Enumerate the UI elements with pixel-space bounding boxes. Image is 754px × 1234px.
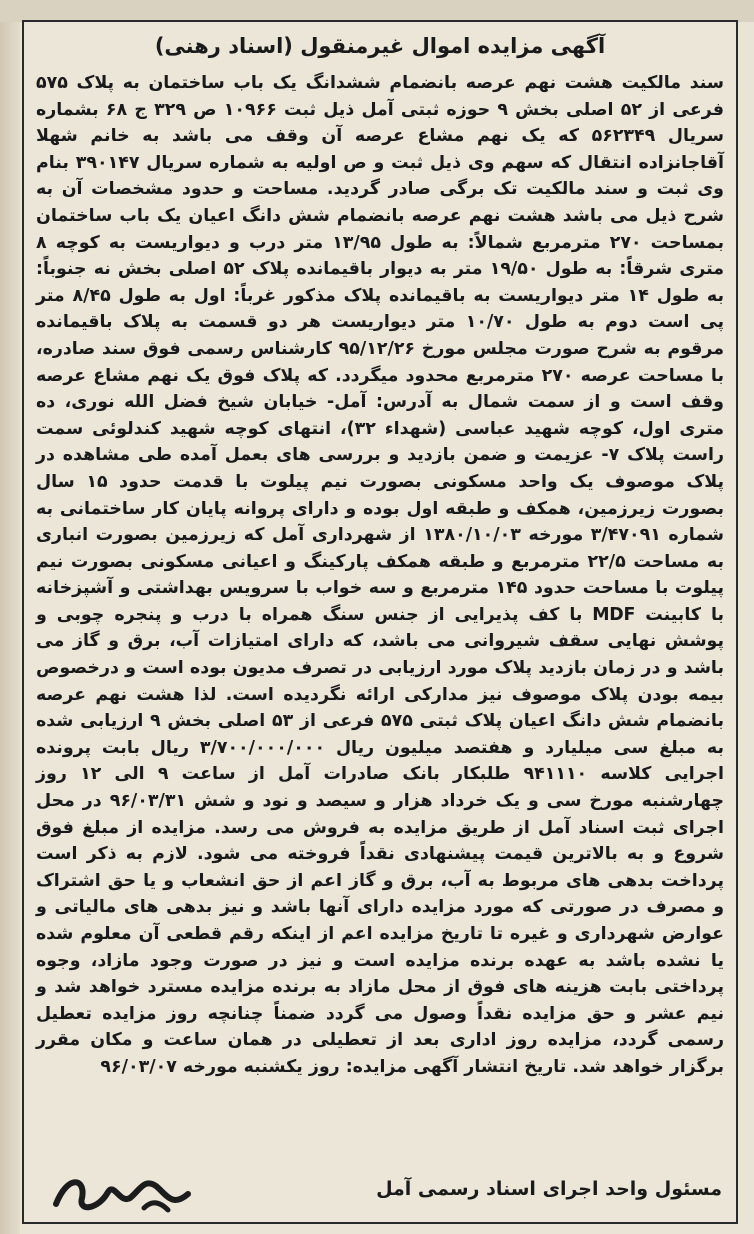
scan-left-edge bbox=[0, 0, 20, 1234]
scan-top-strip bbox=[0, 0, 754, 22]
notice-body: سند مالکیت هشت نهم عرصه بانضمام ششدانگ یک باب ساختمان به پلاک ۵۷۵ فرعی از ۵۲ اصلی بخش ۹ حوزه ثبتی آمل ذیل ثبت ۱۰۹۶۶ ص ۳۲۹ ج ۶۸ بشماره سریال ۵۶۲۳۴۹ که یک نهم مشاع عرصه آن وقف می باشد به خانم شهلا آقاجانزاده انتقال که سهم وی ذیل ثبت و ص اولیه به شماره سریال ۳۹۰۱۴۷ بنام وی ثبت و سند مالکیت تک برگی صادر گردید. مساحت و حدود مشخصات آن به شرح ذیل می باشد هشت نهم عرصه بانضمام شش دانگ اعیان یک باب ساختمان بمساحت ۲۷۰ مترمربع شمالاً: به طول ۱۳/۹۵ متر درب و دیواریست به کوچه ۸ متری شرقاً: به طول ۱۹/۵۰ متر به دیوار باقیمانده پلاک ۵۲ اصلی بخش نه جنوباً: به طول ۱۴ متر دیواریست به باقیمانده پلاک مذکور غرباً: اول به طول ۸/۴۵ متر پی است دوم به طول ۱۰/۷۰ متر دیواریست هر دو قسمت به پلاک باقیمانده مرقوم به شرح صورت مجلس مورخ ۹۵/۱۲/۲۶ کارشناس رسمی فوق سند صادره، با مساحت عرصه ۲۷۰ مترمربع محدود میگردد. که پلاک فوق یک نهم مشاع عرصه وقف است و از سمت شمال به آدرس: آمل- خیابان شیخ فضل الله نوری، ده متری اول، کوچه شهید عباسی (شهداء ۳۲)، انتهای کوچه شهید کندلوئی سمت راست پلاک ۷- عزیمت و ضمن بازدید و بررسی های بعمل آمده طی مشاهده در پلاک موصوف یک واحد مسکونی بصورت نیم پیلوت با قدمت حدود ۱۵ سال بصورت زیرزمین، همکف و طبقه اول بوده و دارای پروانه پایان کار ساختمانی به شماره ۳/۴۷۰۹۱ مورخه ۱۳۸۰/۱۰/۰۳ از شهرداری آمل که زیرزمین بصورت انباری به مساحت ۲۲/۵ مترمربع و طبقه همکف پارکینگ و اعیانی مسکونی بصورت نیم پیلوت با مساحت حدود ۱۴۵ مترمربع و سه خواب با سرویس بهداشتی و آشپزخانه با کابینت MDF با کف پذیرایی از جنس سنگ همراه با درب و پنجره چوبی و پوشش نهایی سقف شیروانی می باشد، که دارای امتیازات آب، برق و گاز می باشد و در زمان بازدید پلاک مورد ارزیابی در تصرف مدیون بوده است و درخصوص بیمه بودن پلاک موصوف نیز مدارکی ارائه نگردیده است. لذا هشت نهم عرصه بانضمام شش دانگ اعیان پلاک ثبتی ۵۷۵ فرعی از ۵۳ اصلی بخش ۹ ارزیابی شده به مبلغ سی میلیارد و هفتصد میلیون ریال ۳/۷۰۰/۰۰۰/۰۰۰ ریال بابت پرونده اجرایی کلاسه ۹۴۱۱۱۰ طلبکار بانک صادرات آمل از ساعت ۹ الی ۱۲ روز چهارشنبه مورخ سی و یک خرداد هزار و سیصد و نود و شش ۹۶/۰۳/۳۱ در محل اجرای ثبت اسناد آمل از طریق مزایده به فروش می رسد. مزایده از مبلغ فوق شروع و به بالاترین قیمت پیشنهادی نقداً فروخته می شود. لازم به ذکر است پرداخت بدهی های مربوط به آب، برق و گاز اعم از حق انشعاب و یا حق اشتراک و مصرف در صورتی که مورد مزایده دارای آنها باشد و نیز بدهی های مالیاتی و عوارض شهرداری و غیره تا تاریخ مزایده اعم از اینکه رقم قطعی آن معلوم شده یا نشده باشد به عهده برنده مزایده است و نیز در صورت وجود مازاد، وجوه پرداختی بابت هزینه های فوق از محل مازاد به برنده مزایده مسترد خواهد شد و نیم عشر و حق مزایده نقداً وصول می گردد ضمناً چنانچه روز مزایده تعطیل رسمی گردد، مزایده روز اداری بعد از تعطیلی در همان ساعت و مکان مقرر برگزار خواهد شد. تاریخ انتشار آگهی مزایده: روز یکشنبه مورخه ۹۶/۰۳/۰۷ bbox=[36, 73, 725, 1077]
notice-frame bbox=[22, 20, 738, 1224]
notice-signature: مسئول واحد اجرای اسناد رسمی آمل bbox=[376, 1178, 722, 1200]
handwritten-mark-icon bbox=[48, 1164, 198, 1216]
notice-title: آگهی مزایده اموال غیرمنقول (اسناد رهنی) bbox=[154, 34, 606, 58]
